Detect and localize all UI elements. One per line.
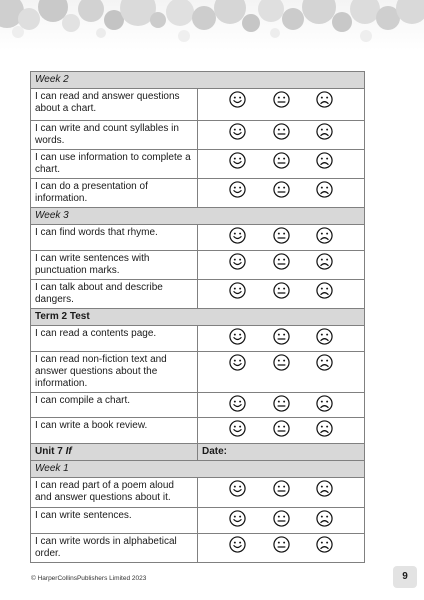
section-header-week-1 xyxy=(31,461,365,478)
decorative-bubble xyxy=(270,28,280,38)
copyright-footer: © HarperCollinsPublishers Limited 2023 xyxy=(31,575,147,582)
face-icons xyxy=(202,420,360,437)
face-icons xyxy=(202,510,360,527)
face-icons xyxy=(202,536,360,553)
unit-header-row xyxy=(31,444,365,461)
neutral-face-icon[interactable] xyxy=(273,227,290,244)
section-heading: Week 3 xyxy=(31,208,365,225)
section-header-week-2 xyxy=(31,72,365,89)
statement-text: I can read part of a poem aloud and answer questions about it. xyxy=(31,478,198,508)
decorative-bubble xyxy=(332,12,352,32)
checklist-row xyxy=(31,478,365,508)
sad-face-icon[interactable] xyxy=(316,91,333,108)
checklist-row xyxy=(31,393,365,418)
statement-text: I can do a presentation of information. xyxy=(31,179,198,208)
checklist-row xyxy=(31,150,365,179)
face-rating-cell xyxy=(198,352,365,393)
statement-text: I can read a contents page. xyxy=(31,326,198,352)
face-icons xyxy=(202,123,360,140)
happy-face-icon[interactable] xyxy=(229,91,246,108)
happy-face-icon[interactable] xyxy=(229,253,246,270)
unit-name: If xyxy=(65,446,72,457)
face-icons xyxy=(202,91,360,108)
decorative-bubble xyxy=(166,0,194,26)
sad-face-icon[interactable] xyxy=(316,480,333,497)
happy-face-icon[interactable] xyxy=(229,354,246,371)
decorative-bubble xyxy=(396,0,424,24)
neutral-face-icon[interactable] xyxy=(273,395,290,412)
statement-text: I can find words that rhyme. xyxy=(31,225,198,251)
decorative-bubble xyxy=(78,0,104,22)
sad-face-icon[interactable] xyxy=(316,227,333,244)
checklist-row xyxy=(31,418,365,444)
neutral-face-icon[interactable] xyxy=(273,536,290,553)
date-label: Date: xyxy=(198,444,365,461)
face-rating-cell xyxy=(198,280,365,309)
face-icons xyxy=(202,480,360,497)
face-rating-cell xyxy=(198,121,365,150)
checklist-row xyxy=(31,251,365,280)
sad-face-icon[interactable] xyxy=(316,536,333,553)
checklist-row xyxy=(31,89,365,121)
decorative-bubble xyxy=(96,28,106,38)
sad-face-icon[interactable] xyxy=(316,328,333,345)
self-assessment-checklist xyxy=(30,71,365,563)
face-rating-cell xyxy=(198,150,365,179)
face-icons xyxy=(202,354,360,371)
neutral-face-icon[interactable] xyxy=(273,354,290,371)
statement-text: I can write a book review. xyxy=(31,418,198,444)
section-heading: Week 1 xyxy=(31,461,365,478)
happy-face-icon[interactable] xyxy=(229,152,246,169)
decorative-bubble xyxy=(282,8,304,30)
face-rating-cell xyxy=(198,251,365,280)
page-number: 9 xyxy=(393,566,417,588)
section-header-term-2-test xyxy=(31,309,365,326)
statement-text: I can write and count syllables in words. xyxy=(31,121,198,150)
face-rating-cell xyxy=(198,534,365,563)
statement-text: I can talk about and describe dangers. xyxy=(31,280,198,309)
face-rating-cell xyxy=(198,225,365,251)
checklist-row xyxy=(31,508,365,534)
decorative-bubble xyxy=(242,14,260,32)
statement-text: I can use information to complete a chart. xyxy=(31,150,198,179)
happy-face-icon[interactable] xyxy=(229,510,246,527)
neutral-face-icon[interactable] xyxy=(273,328,290,345)
sad-face-icon[interactable] xyxy=(316,152,333,169)
sad-face-icon[interactable] xyxy=(316,123,333,140)
sad-face-icon[interactable] xyxy=(316,510,333,527)
face-icons xyxy=(202,328,360,345)
statement-text: I can write sentences. xyxy=(31,508,198,534)
happy-face-icon[interactable] xyxy=(229,536,246,553)
neutral-face-icon[interactable] xyxy=(273,253,290,270)
section-header-week-3 xyxy=(31,208,365,225)
face-rating-cell xyxy=(198,89,365,121)
face-icons xyxy=(202,282,360,299)
happy-face-icon[interactable] xyxy=(229,395,246,412)
statement-text: I can write sentences with punctuation marks. xyxy=(31,251,198,280)
sad-face-icon[interactable] xyxy=(316,395,333,412)
neutral-face-icon[interactable] xyxy=(273,420,290,437)
decorative-bubble xyxy=(258,0,284,22)
decorative-bubble xyxy=(62,14,80,32)
happy-face-icon[interactable] xyxy=(229,181,246,198)
decorative-bubble xyxy=(360,30,372,42)
face-icons xyxy=(202,253,360,270)
decorative-bubble xyxy=(12,26,24,38)
neutral-face-icon[interactable] xyxy=(273,91,290,108)
neutral-face-icon[interactable] xyxy=(273,181,290,198)
sad-face-icon[interactable] xyxy=(316,282,333,299)
section-heading: Term 2 Test xyxy=(31,309,365,326)
face-rating-cell xyxy=(198,418,365,444)
checklist-row xyxy=(31,121,365,150)
decorative-bubble-banner xyxy=(0,0,424,50)
decorative-bubble xyxy=(178,30,190,42)
checklist-row xyxy=(31,352,365,393)
section-heading: Week 2 xyxy=(31,72,365,89)
face-icons xyxy=(202,181,360,198)
face-rating-cell xyxy=(198,326,365,352)
face-rating-cell xyxy=(198,478,365,508)
neutral-face-icon[interactable] xyxy=(273,123,290,140)
face-rating-cell xyxy=(198,179,365,208)
checklist-row xyxy=(31,179,365,208)
checklist-row xyxy=(31,534,365,563)
neutral-face-icon[interactable] xyxy=(273,510,290,527)
sad-face-icon[interactable] xyxy=(316,420,333,437)
neutral-face-icon[interactable] xyxy=(273,480,290,497)
unit-number: Unit 7 xyxy=(35,446,63,457)
face-rating-cell xyxy=(198,508,365,534)
neutral-face-icon[interactable] xyxy=(273,282,290,299)
happy-face-icon[interactable] xyxy=(229,123,246,140)
face-icons xyxy=(202,227,360,244)
face-icons xyxy=(202,395,360,412)
unit-title xyxy=(31,444,198,461)
decorative-bubble xyxy=(192,6,216,30)
decorative-bubble xyxy=(302,0,336,24)
sad-face-icon[interactable] xyxy=(316,253,333,270)
face-rating-cell xyxy=(198,393,365,418)
checklist-row xyxy=(31,225,365,251)
happy-face-icon[interactable] xyxy=(229,227,246,244)
statement-text: I can read non-fiction text and answer questions about the information. xyxy=(31,352,198,393)
face-icons xyxy=(202,152,360,169)
sad-face-icon[interactable] xyxy=(316,181,333,198)
happy-face-icon[interactable] xyxy=(229,282,246,299)
sad-face-icon[interactable] xyxy=(316,354,333,371)
decorative-bubble xyxy=(150,12,166,28)
checklist-row xyxy=(31,280,365,309)
neutral-face-icon[interactable] xyxy=(273,152,290,169)
happy-face-icon[interactable] xyxy=(229,328,246,345)
statement-text: I can read and answer questions about a chart. xyxy=(31,89,198,121)
checklist-row xyxy=(31,326,365,352)
happy-face-icon[interactable] xyxy=(229,480,246,497)
happy-face-icon[interactable] xyxy=(229,420,246,437)
statement-text: I can write words in alphabetical order. xyxy=(31,534,198,563)
statement-text: I can compile a chart. xyxy=(31,393,198,418)
